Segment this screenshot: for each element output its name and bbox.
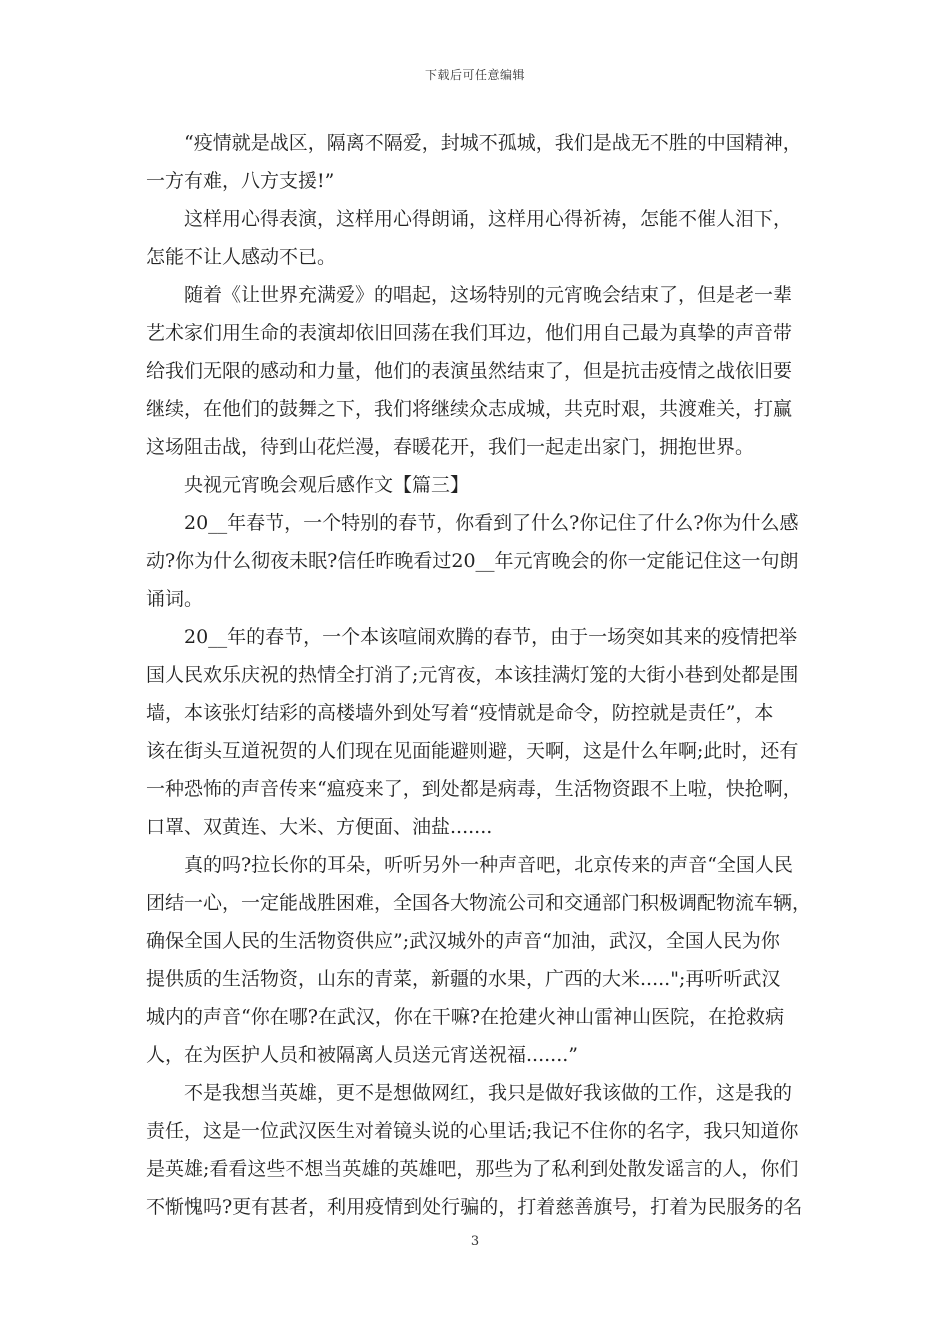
text-line: 口罩、双黄连、大米、方便面、油盐....... xyxy=(146,816,493,838)
page-number: 3 xyxy=(470,1234,480,1249)
text-line: 20__年的春节，一个本该喧闹欢腾的春节，由于一场突如其来的疫情把举 xyxy=(184,626,798,648)
paragraph xyxy=(146,504,816,618)
text-line: 人，在为医护人员和被隔离人员送元宵送祝福.......” xyxy=(146,1044,578,1066)
text-line: 诵词。 xyxy=(146,588,204,610)
text-line: 一种恐怖的声音传来“瘟疫来了，到处都是病毒，生活物资跟不上啦，快抢啊， xyxy=(146,778,802,800)
text-line: 艺术家们用生命的表演却依旧回荡在我们耳边，他们用自己最为真挚的声音带 xyxy=(146,322,793,344)
text-line: 责任，这是一位武汉医生对着镜头说的心里话;我记不住你的名字，我只知道你 xyxy=(146,1120,799,1142)
text-line: 团结一心，一定能战胜困难，全国各大物流公司和交通部门积极调配物流车辆， xyxy=(146,892,812,914)
text-line: 不是我想当英雄，更不是想做网红，我只是做好我该做的工作，这是我的 xyxy=(184,1082,793,1104)
document-body xyxy=(146,124,816,1226)
text-line: 这样用心得表演，这样用心得朗诵，这样用心得祈祷，怎能不催人泪下， xyxy=(184,208,793,230)
text-line: 是英雄;看看这些不想当英雄的英雄吧，那些为了私利到处散发谣言的人，你们 xyxy=(146,1158,799,1180)
text-line: 一方有难，八方支援!” xyxy=(146,170,335,192)
text-line: 真的吗?拉长你的耳朵，听听另外一种声音吧，北京传来的声音“全国人民 xyxy=(184,854,793,876)
text-line: 继续，在他们的鼓舞之下，我们将继续众志成城，共克时艰，共渡难关，打赢 xyxy=(146,398,793,420)
text-line: 央视元宵晚会观后感作文【篇三】 xyxy=(184,474,470,496)
text-line: 城内的声音“你在哪?在武汉，你在干嘛?在抢建火神山雷神山医院，在抢救病 xyxy=(146,1006,785,1028)
text-line: “疫情就是战区，隔离不隔爱，封城不孤城，我们是战无不胜的中国精神， xyxy=(184,132,802,154)
text-line: 不惭愧吗?更有甚者，利用疫情到处行骗的，打着慈善旗号，打着为民服务的名 xyxy=(146,1196,803,1218)
section-heading xyxy=(146,466,816,504)
text-line: 给我们无限的感动和力量，他们的表演虽然结束了，但是抗击疫情之战依旧要 xyxy=(146,360,793,382)
text-line: 确保全国人民的生活物资供应”;武汉城外的声音“加油，武汉，全国人民为你 xyxy=(146,930,780,952)
paragraph xyxy=(146,1074,816,1226)
text-line: 动?你为什么彻夜未眠?信任昨晚看过20__年元宵晚会的你一定能记住这一句朗 xyxy=(146,550,799,572)
page-header: 下载后可任意编辑 xyxy=(424,68,525,82)
paragraph xyxy=(146,846,816,1074)
text-line: 20__年春节，一个特别的春节，你看到了什么?你记住了什么?你为什么感 xyxy=(184,512,799,534)
paragraph xyxy=(146,200,816,276)
text-line: 提供质的生活物资，山东的青菜，新疆的水果，广西的大米.....";再听听武汉 xyxy=(146,968,781,990)
text-line: 这场阻击战，待到山花烂漫，春暖花开，我们一起走出家门，拥抱世界。 xyxy=(146,436,755,458)
text-line: 随着《让世界充满爱》的唱起，这场特别的元宵晚会结束了，但是老一辈 xyxy=(184,284,793,306)
paragraph xyxy=(146,618,816,846)
text-line: 该在街头互道祝贺的人们现在见面能避则避，天啊，这是什么年啊;此时，还有 xyxy=(146,740,799,762)
paragraph xyxy=(146,276,816,466)
paragraph xyxy=(146,124,816,200)
text-line: 国人民欢乐庆祝的热情全打消了;元宵夜，本该挂满灯笼的大街小巷到处都是围 xyxy=(146,664,799,686)
text-line: 墙，本该张灯结彩的高楼墙外到处写着“疫情就是命令，防控就是责任”，本 xyxy=(146,702,774,724)
text-line: 怎能不让人感动不已。 xyxy=(146,246,337,268)
